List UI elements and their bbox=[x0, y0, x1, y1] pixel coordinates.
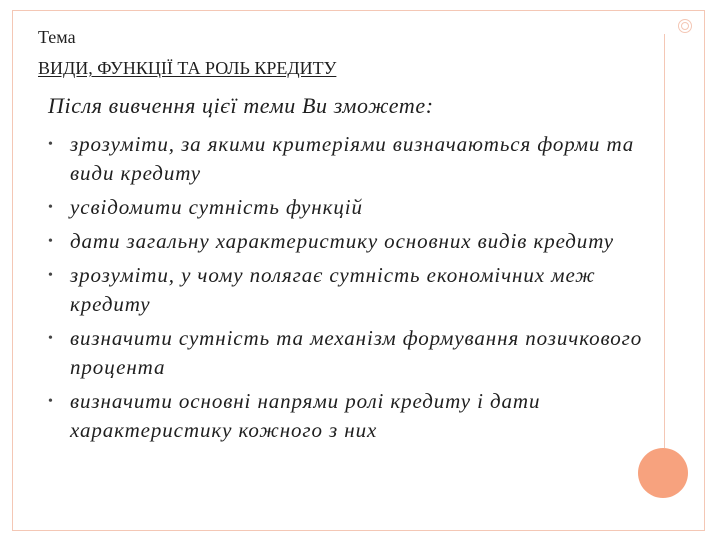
list-item bbox=[44, 227, 664, 256]
objective-text: визначити основні напрями ролі кредиту і дати характеристику кожного з них bbox=[70, 389, 541, 442]
objective-text: визначити сутність та механізм формування позичкового процента bbox=[70, 326, 643, 379]
objective-text: зрозуміти, у чому полягає сутність економічних меж кредиту bbox=[70, 263, 596, 316]
bullet-icon: • bbox=[48, 200, 54, 215]
objective-text: усвідомити сутність функцій bbox=[70, 195, 363, 219]
accent-circle bbox=[638, 448, 688, 498]
list-item bbox=[44, 387, 664, 445]
objective-text: дати загальну характеристику основних видів кредиту bbox=[70, 229, 614, 253]
objectives-list bbox=[44, 130, 664, 450]
topic-label: Тема bbox=[38, 27, 76, 47]
intro-text: Після вивчення цієї теми Ви зможете: bbox=[48, 93, 434, 118]
frame-ring-ornament-inner bbox=[681, 22, 689, 30]
list-item bbox=[44, 193, 664, 222]
bullet-icon: • bbox=[48, 137, 54, 152]
bullet-icon: • bbox=[48, 331, 54, 346]
frame-side-line bbox=[664, 34, 665, 448]
list-item bbox=[44, 261, 664, 319]
slide-title: ВИДИ, ФУНКЦІЇ ТА РОЛЬ КРЕДИТУ bbox=[38, 58, 337, 78]
list-item bbox=[44, 324, 664, 382]
bullet-icon: • bbox=[48, 268, 54, 283]
list-item bbox=[44, 130, 664, 188]
bullet-icon: • bbox=[48, 394, 54, 409]
objective-text: зрозуміти, за якими критеріями визначаються форми та види кредиту bbox=[70, 132, 635, 185]
bullet-icon: • bbox=[48, 234, 54, 249]
